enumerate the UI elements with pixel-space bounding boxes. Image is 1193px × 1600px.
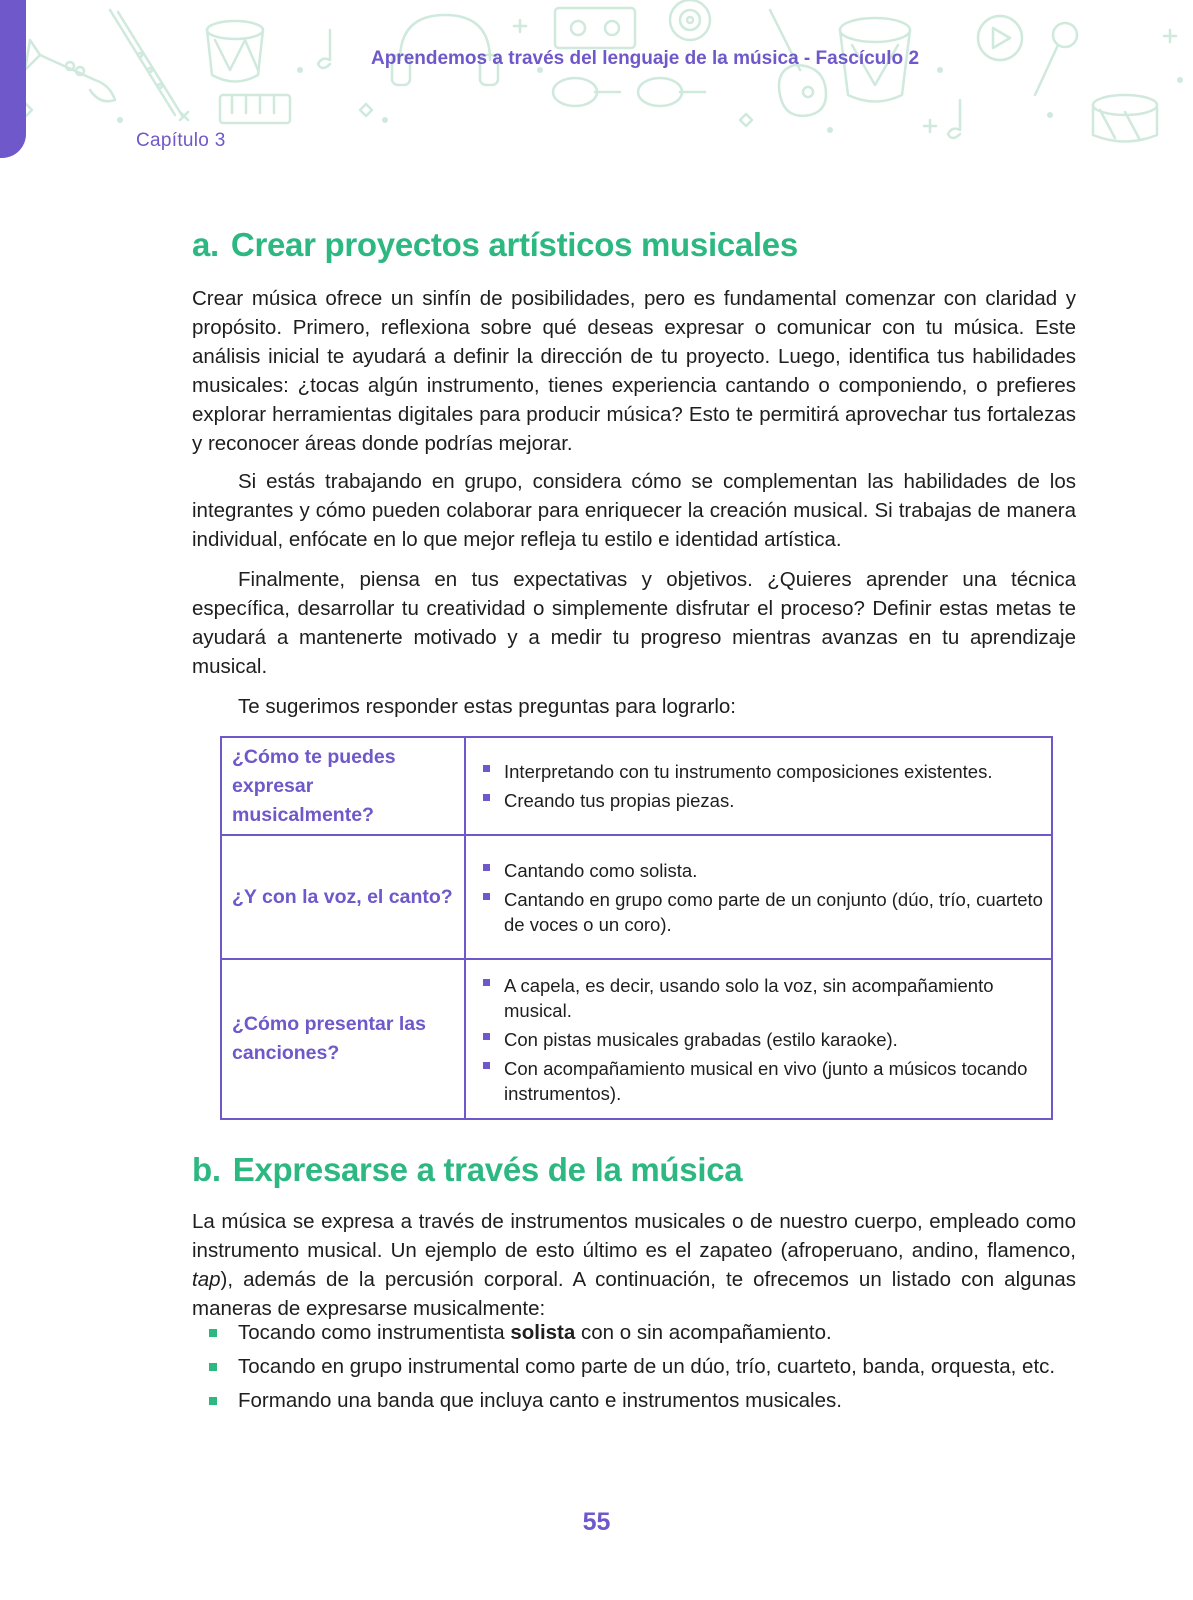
table-row: [221, 959, 1052, 1119]
square-bullet-icon: [209, 1397, 217, 1405]
section-a-paragraph-1: Crear música ofrece un sinfín de posibilidades, pero es fundamental comenzar con claridad y propósito. Primero, reflexiona sobre qué deseas expresar o comunicar con tu música. Este análisis inicial te ayudará a definir la dirección de tu proyecto. Luego, identifica tus habilidades musicales: ¿tocas algún instrumento, tienes experiencia cantando o componiendo, o prefieres explorar herramientas digitales para producir música? Esto te permitirá aprovechar tus fortalezas y reconocer áreas donde podrías mejorar.: [192, 287, 1076, 455]
square-bullet-icon: [209, 1363, 217, 1371]
square-bullet-icon: [209, 1329, 217, 1337]
trumpet-icon: [25, 40, 115, 101]
list-item: Con pistas musicales grabadas (estilo karaoke).: [480, 1027, 1043, 1052]
header-decoration: [0, 0, 1193, 150]
cassette-icon: [555, 8, 635, 48]
expression-list: [192, 1318, 1072, 1420]
table-question: ¿Cómo presentar las canciones?: [221, 959, 465, 1119]
square-bullet-icon: [483, 765, 490, 772]
table-row: [221, 737, 1052, 835]
list-item: A capela, es decir, usando solo la voz, sin acompañamiento musical.: [480, 973, 1043, 1023]
square-bullet-icon: [483, 1033, 490, 1040]
table-answers: [465, 959, 1052, 1119]
table-answers: [465, 737, 1052, 835]
square-bullet-icon: [483, 794, 490, 801]
table-question: ¿Y con la voz, el canto?: [221, 835, 465, 959]
square-bullet-icon: [483, 864, 490, 871]
music-doodle-pattern: [0, 0, 1193, 150]
keyboard-icon: [220, 95, 290, 123]
page-number: 55: [582, 1508, 611, 1536]
list-item: Interpretando con tu instrumento composiciones existentes.: [480, 759, 1043, 784]
answer-list: [480, 759, 1043, 813]
list-item: Cantando como solista.: [480, 858, 1043, 883]
microphone-icon: [1035, 23, 1077, 95]
list-item: Cantando en grupo como parte de un conjunto (dúo, trío, cuarteto de voces o un coro).: [480, 887, 1043, 937]
questions-table: [220, 736, 1053, 1120]
section-a-paragraph-2: Si estás trabajando en grupo, considera cómo se complementan las habilidades de los integrantes y cómo pueden colaborar para enriquecer la creación musical. Si trabajas de manera individual, enfócate en lo que mejor refleja tu estilo e identidad artística.: [192, 470, 1076, 551]
section-a-letter: a.: [192, 226, 219, 263]
section-b-intro: La música se expresa a través de instrumentos musicales o de nuestro cuerpo, empleado como instrumento musical. Un ejemplo de esto último es el zapateo (afroperuano, andino, flamenco, tap), además de la percusión corporal. A continuación, te ofrecemos un listado con algunas maneras de expresarse musicalmente:: [192, 1210, 1076, 1320]
list-item: Tocando en grupo instrumental como parte de un dúo, trío, cuarteto, banda, orquesta, etc.: [192, 1352, 1072, 1381]
answer-list: [480, 973, 1043, 1106]
list-item: Con acompañamiento musical en vivo (junto a músicos tocando instrumentos).: [480, 1056, 1043, 1106]
section-a-heading: [192, 226, 798, 264]
table-row: [221, 835, 1052, 959]
section-b-heading: [192, 1151, 742, 1189]
snare-drum-icon: [1093, 95, 1157, 142]
section-b-letter: b.: [192, 1151, 221, 1188]
section-a-paragraph-3: Finalmente, piensa en tus expectativas y objetivos. ¿Quieres aprender una técnica específica, desarrollar tu creatividad o simplemente disfrutar el proceso? Definir estas metas te ayudará a mantenerte motivado y a medir tu progreso mientras avanzas en tu aprendizaje musical.: [192, 568, 1076, 678]
section-b-title: Expresarse a través de la música: [232, 1151, 743, 1188]
drum-icon: [207, 21, 263, 82]
list-item: Creando tus propias piezas.: [480, 788, 1043, 813]
flute-icon: [110, 10, 183, 117]
list-item: Formando una banda que incluya canto e instrumentos musicales.: [192, 1386, 1072, 1415]
section-a-title: Crear proyectos artísticos musicales: [230, 226, 798, 263]
header-title: Aprendemos a través del lenguaje de la música - Fascículo 2: [370, 48, 920, 69]
table-answers: [465, 835, 1052, 959]
chapter-side-tab: [0, 0, 26, 158]
maracas-icon: [553, 78, 705, 106]
square-bullet-icon: [483, 1062, 490, 1069]
section-a-paragraph-4: Te sugerimos responder estas preguntas para lograrlo:: [238, 695, 736, 718]
square-bullet-icon: [483, 893, 490, 900]
vinyl-record-icon: [670, 0, 710, 40]
chapter-label: Capítulo 3: [136, 130, 226, 151]
table-question: ¿Cómo te puedes expresar musicalmente?: [221, 737, 465, 835]
square-bullet-icon: [483, 979, 490, 986]
list-item: Tocando como instrumentista solista con o sin acompañamiento.: [192, 1318, 1072, 1347]
answer-list: [480, 858, 1043, 937]
